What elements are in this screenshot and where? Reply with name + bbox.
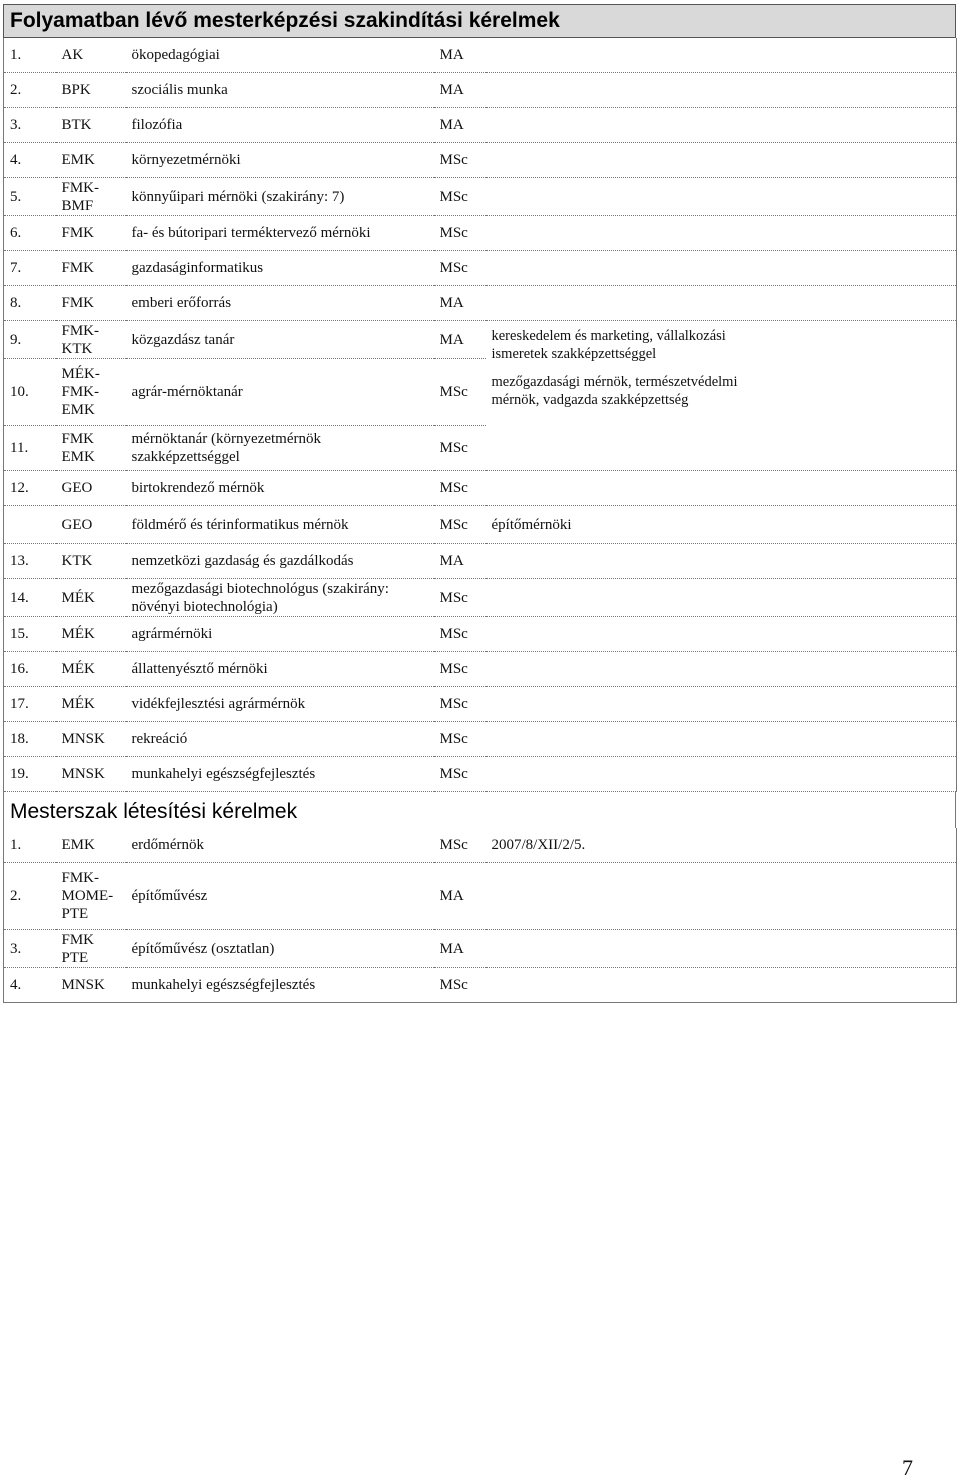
degree-type: MA xyxy=(434,108,486,143)
row-number: 8. xyxy=(4,286,56,321)
row-number: 7. xyxy=(4,251,56,286)
table-row xyxy=(4,579,957,617)
faculty-code: FMK- MOME- PTE xyxy=(56,863,126,930)
degree-type: MSc xyxy=(434,359,486,426)
row-number xyxy=(4,506,56,544)
program-name: szociális munka xyxy=(126,73,434,108)
degree-type: MA xyxy=(434,286,486,321)
degree-type: MSc xyxy=(434,687,486,722)
table-row xyxy=(4,863,957,930)
row-number: 15. xyxy=(4,617,56,652)
row-note xyxy=(486,471,957,506)
program-name: erdőmérnök xyxy=(126,828,434,863)
row-number: 4. xyxy=(4,143,56,178)
table-row xyxy=(4,687,957,722)
degree-type: MA xyxy=(434,321,486,359)
row-note xyxy=(486,38,957,73)
program-name: emberi erőforrás xyxy=(126,286,434,321)
faculty-code: EMK xyxy=(56,143,126,178)
table-row xyxy=(4,722,957,757)
faculty-code: FMK xyxy=(56,286,126,321)
faculty-code: MÉK xyxy=(56,617,126,652)
table-row xyxy=(4,38,957,73)
faculty-code: MNSK xyxy=(56,722,126,757)
faculty-code: MNSK xyxy=(56,968,126,1003)
program-name: építőművész (osztatlan) xyxy=(126,930,434,968)
table-row xyxy=(4,757,957,792)
program-name: munkahelyi egészségfejlesztés xyxy=(126,968,434,1003)
program-name: könnyűipari mérnöki (szakirány: 7) xyxy=(126,178,434,216)
degree-type: MSc xyxy=(434,426,486,471)
faculty-code: MÉK- FMK- EMK xyxy=(56,359,126,426)
faculty-code: FMK EMK xyxy=(56,426,126,471)
faculty-code: FMK- KTK xyxy=(56,321,126,359)
row-note xyxy=(486,579,957,617)
program-name: mérnöktanár (környezetmérnök szakképzettséggel xyxy=(126,426,434,471)
degree-type: MSc xyxy=(434,968,486,1003)
page-number: 7 xyxy=(902,1455,913,1480)
program-name: rekreáció xyxy=(126,722,434,757)
row-number: 9. xyxy=(4,321,56,359)
degree-type: MSc xyxy=(434,216,486,251)
row-number: 6. xyxy=(4,216,56,251)
faculty-code: FMK- BMF xyxy=(56,178,126,216)
program-name: állattenyésztő mérnöki xyxy=(126,652,434,687)
table-row xyxy=(4,471,957,506)
table-row xyxy=(4,73,957,108)
row-note xyxy=(486,143,957,178)
row-number: 14. xyxy=(4,579,56,617)
faculty-code: BTK xyxy=(56,108,126,143)
row-note xyxy=(486,687,957,722)
row-number: 1. xyxy=(4,38,56,73)
new-requests-table xyxy=(3,828,957,1003)
table-row xyxy=(4,321,957,359)
table-row xyxy=(4,286,957,321)
table-row xyxy=(4,108,957,143)
degree-type: MSc xyxy=(434,828,486,863)
row-note: 2007/8/XII/2/5. xyxy=(486,828,957,863)
degree-type: MSc xyxy=(434,722,486,757)
row-note xyxy=(486,251,957,286)
table-row xyxy=(4,506,957,544)
row-number: 3. xyxy=(4,930,56,968)
program-name: környezetmérnöki xyxy=(126,143,434,178)
faculty-code: FMK xyxy=(56,216,126,251)
program-name: közgazdász tanár xyxy=(126,321,434,359)
faculty-code: KTK xyxy=(56,544,126,579)
section-title-new: Mesterszak létesítési kérelmek xyxy=(3,792,956,828)
program-name: mezőgazdasági biotechnológus (szakirány: növényi biotechnológia) xyxy=(126,579,434,617)
degree-type: MSc xyxy=(434,506,486,544)
program-name: agrármérnöki xyxy=(126,617,434,652)
row-number: 19. xyxy=(4,757,56,792)
program-name: vidékfejlesztési agrármérnök xyxy=(126,687,434,722)
degree-type: MA xyxy=(434,863,486,930)
program-name: birtokrendező mérnök xyxy=(126,471,434,506)
row-note xyxy=(486,216,957,251)
table-row xyxy=(4,216,957,251)
faculty-code: FMK xyxy=(56,251,126,286)
row-number: 17. xyxy=(4,687,56,722)
section-title-ongoing: Folyamatban lévő mesterképzési szakindítási kérelmek xyxy=(3,4,956,38)
degree-type: MA xyxy=(434,38,486,73)
row-note xyxy=(486,286,957,321)
program-name: fa- és bútoripari terméktervező mérnöki xyxy=(126,216,434,251)
table-row xyxy=(4,652,957,687)
row-number: 11. xyxy=(4,426,56,471)
table-row xyxy=(4,143,957,178)
table-row xyxy=(4,544,957,579)
faculty-code: MNSK xyxy=(56,757,126,792)
degree-type: MSc xyxy=(434,757,486,792)
row-number: 2. xyxy=(4,863,56,930)
row-number: 18. xyxy=(4,722,56,757)
faculty-code: EMK xyxy=(56,828,126,863)
row-number: 12. xyxy=(4,471,56,506)
degree-type: MA xyxy=(434,544,486,579)
row-number: 16. xyxy=(4,652,56,687)
program-name: munkahelyi egészségfejlesztés xyxy=(126,757,434,792)
note-row-10: mezőgazdasági mérnök, természetvédelmi mérnök, vadgazda szakképzettség xyxy=(491,374,738,408)
degree-type: MSc xyxy=(434,617,486,652)
table-row xyxy=(4,251,957,286)
faculty-code: MÉK xyxy=(56,579,126,617)
degree-type: MSc xyxy=(434,143,486,178)
degree-type: MSc xyxy=(434,579,486,617)
table-row xyxy=(4,828,957,863)
faculty-code: GEO xyxy=(56,471,126,506)
row-number: 3. xyxy=(4,108,56,143)
faculty-code: FMK PTE xyxy=(56,930,126,968)
note-row-9: kereskedelem és marketing, vállalkozási ismeretek szakképzettséggel xyxy=(491,328,726,362)
row-note xyxy=(486,108,957,143)
degree-type: MSc xyxy=(434,471,486,506)
row-number: 4. xyxy=(4,968,56,1003)
degree-type: MSc xyxy=(434,178,486,216)
program-name: agrár-mérnöktanár xyxy=(126,359,434,426)
table-row xyxy=(4,178,957,216)
row-number: 1. xyxy=(4,828,56,863)
row-note xyxy=(486,757,957,792)
table-row xyxy=(4,617,957,652)
faculty-code: MÉK xyxy=(56,687,126,722)
faculty-code: GEO xyxy=(56,506,126,544)
program-name: filozófia xyxy=(126,108,434,143)
row-note xyxy=(486,73,957,108)
degree-type: MA xyxy=(434,73,486,108)
faculty-code: MÉK xyxy=(56,652,126,687)
row-number: 2. xyxy=(4,73,56,108)
program-name: építőművész xyxy=(126,863,434,930)
table-row xyxy=(4,930,957,968)
program-name: földmérő és térinformatikus mérnök xyxy=(126,506,434,544)
row-note: építőmérnöki xyxy=(486,506,957,544)
row-note xyxy=(486,178,957,216)
program-name: gazdaságinformatikus xyxy=(126,251,434,286)
row-number: 5. xyxy=(4,178,56,216)
degree-type: MA xyxy=(434,930,486,968)
row-note xyxy=(486,652,957,687)
row-note xyxy=(486,930,957,968)
row-note xyxy=(486,722,957,757)
faculty-code: AK xyxy=(56,38,126,73)
row-number: 13. xyxy=(4,544,56,579)
row-note xyxy=(486,617,957,652)
document-page xyxy=(3,4,956,1003)
row-note xyxy=(486,863,957,930)
table-row xyxy=(4,968,957,1003)
row-note xyxy=(486,968,957,1003)
notes-rows-9-11 xyxy=(486,321,957,471)
ongoing-requests-table xyxy=(3,38,957,792)
degree-type: MSc xyxy=(434,251,486,286)
degree-type: MSc xyxy=(434,652,486,687)
faculty-code: BPK xyxy=(56,73,126,108)
row-note xyxy=(486,544,957,579)
program-name: nemzetközi gazdaság és gazdálkodás xyxy=(126,544,434,579)
row-number: 10. xyxy=(4,359,56,426)
program-name: ökopedagógiai xyxy=(126,38,434,73)
